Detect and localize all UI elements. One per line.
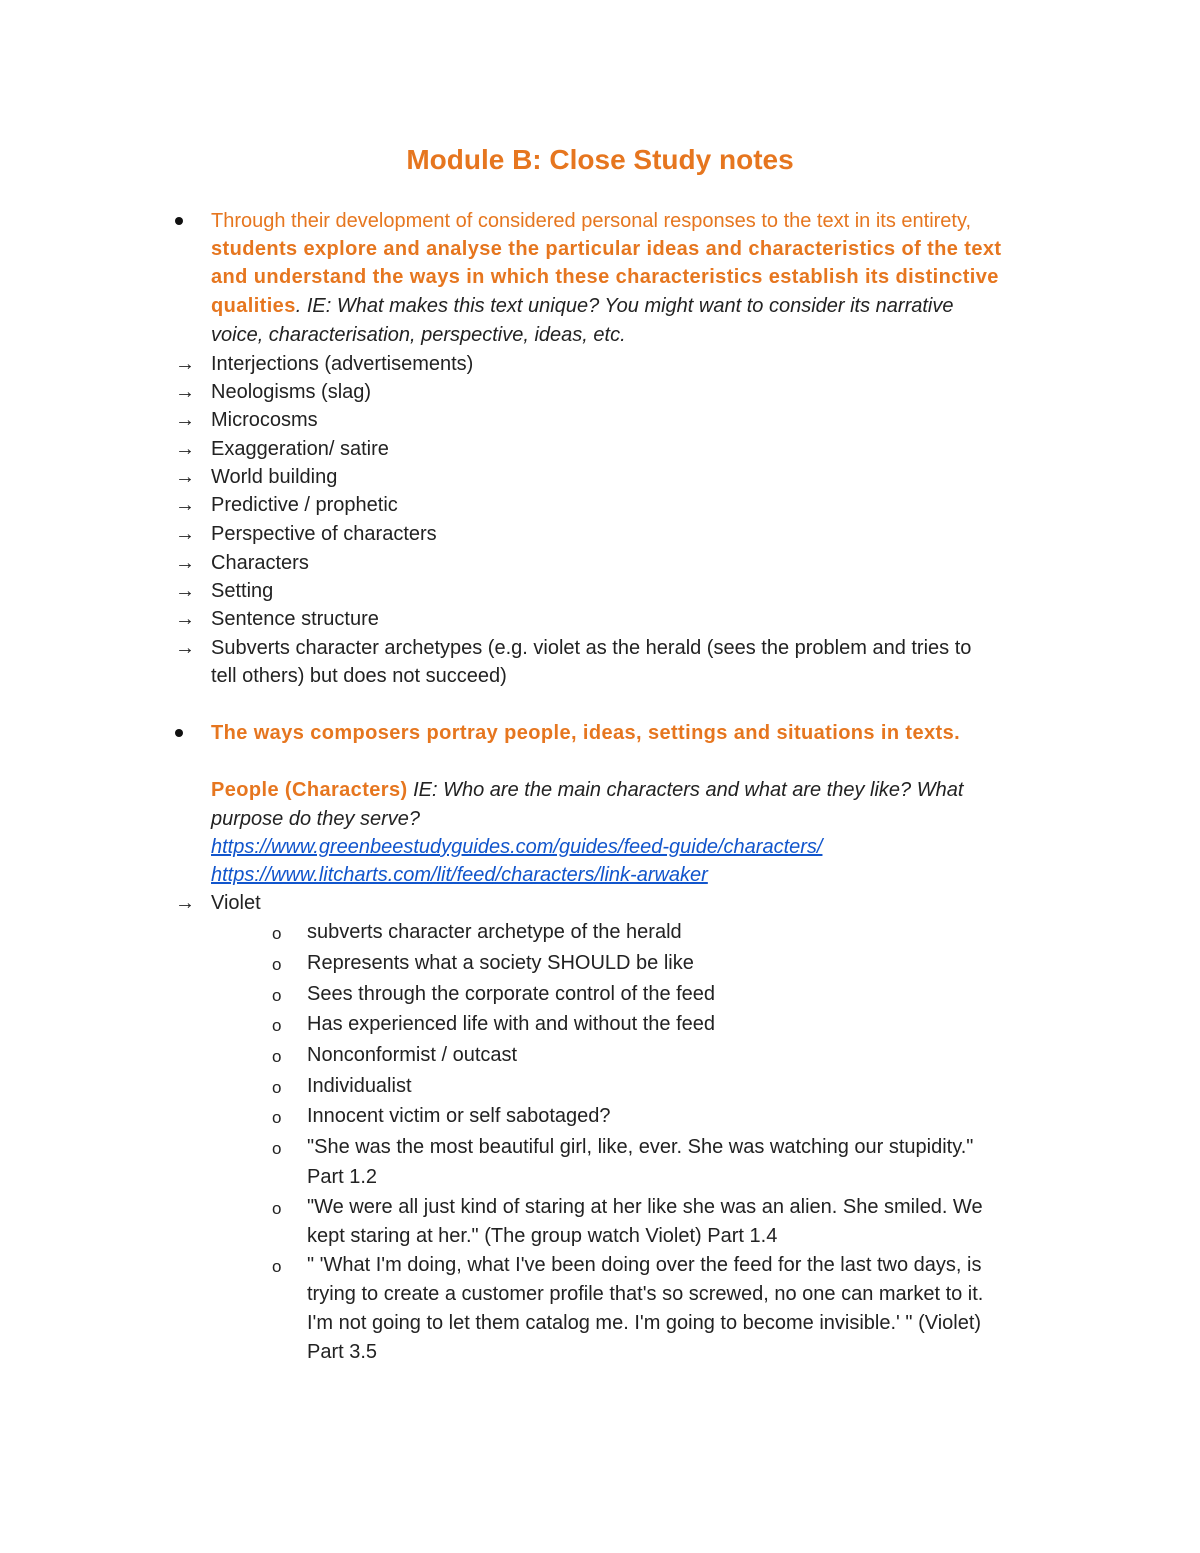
arrow-icon: →: [175, 381, 195, 403]
sub-bullet-icon: o: [272, 1257, 282, 1276]
greenbee-link[interactable]: https://www.greenbeestudyguides.com/guides/feed-guide/characters/: [211, 836, 823, 858]
sub-list-item: "We were all just kind of staring at her like she was an alien. She smiled. We: [307, 1196, 983, 1218]
bold-line-3: qualities: [211, 295, 296, 317]
list-item: Microcosms: [211, 409, 318, 431]
list-item: Perspective of characters: [211, 523, 437, 545]
list-item: Predictive / prophetic: [211, 494, 398, 516]
sub-bullet-icon: o: [272, 1108, 282, 1127]
sub-list-item: Represents what a society SHOULD be like: [307, 952, 694, 974]
people-label: People (Characters): [211, 779, 408, 801]
sub-list-item-continued: I'm not going to let them catalog me. I'm going to become invisible.' " (Violet): [307, 1312, 982, 1334]
people-question: IE: Who are the main characters and what are they like? What: [407, 779, 964, 801]
people-line: [211, 776, 1051, 804]
people-question-cont: purpose do they serve?: [211, 808, 421, 830]
link-row: [211, 833, 1051, 861]
arrow-icon: →: [175, 552, 195, 574]
list-item: Characters: [211, 552, 309, 574]
sub-list-item-continued: Part 3.5: [307, 1341, 378, 1363]
sub-bullet-icon: o: [272, 1078, 282, 1097]
bullet-icon: [175, 729, 183, 737]
sub-bullet-icon: o: [272, 955, 282, 974]
litcharts-link[interactable]: https://www.litcharts.com/lit/feed/characters/link-arwaker: [211, 864, 708, 886]
list-item: Sentence structure: [211, 608, 379, 630]
list-item-continued: tell others) but does not succeed): [211, 665, 507, 687]
arrow-icon: →: [175, 409, 195, 431]
bold-line-1: students explore and analyse the particular ideas and characteristics of the text: [211, 238, 1002, 260]
arrow-icon: →: [175, 466, 195, 488]
sub-list-item-continued: trying to create a customer profile that's so screwed, no one can market to it.: [307, 1283, 984, 1305]
sub-bullet-icon: o: [272, 1139, 282, 1158]
list-item: World building: [211, 466, 338, 488]
list-item: Neologisms (slag): [211, 381, 372, 403]
list-item: Setting: [211, 580, 274, 602]
sub-bullet-icon: o: [272, 986, 282, 1005]
sub-list-item: Has experienced life with and without the feed: [307, 1013, 716, 1035]
sub-list-item: Sees through the corporate control of the feed: [307, 983, 716, 1005]
arrow-icon: →: [175, 438, 195, 460]
section-heading: The ways composers portray people, ideas, settings and situations in texts.: [211, 722, 961, 744]
arrow-icon: →: [175, 523, 195, 545]
arrow-icon: →: [175, 580, 195, 602]
sub-list-item: Individualist: [307, 1075, 412, 1097]
arrow-icon: →: [175, 608, 195, 630]
list-item: Exaggeration/ satire: [211, 438, 389, 460]
sub-list-item: "She was the most beautiful girl, like, ever. She was watching our stupidity.": [307, 1136, 974, 1158]
arrow-icon: →: [175, 494, 195, 516]
line-3: [211, 292, 1051, 320]
sub-bullet-icon: o: [272, 1047, 282, 1066]
list-item: Interjections (advertisements): [211, 353, 474, 375]
arrow-icon: →: [175, 892, 195, 914]
list-item: Subverts character archetypes (e.g. violet as the herald (sees the problem and tries to: [211, 637, 972, 659]
sub-bullet-icon: o: [272, 1199, 282, 1218]
italic-line-3: . IE: What makes this text unique? You might want to consider its narrative: [295, 295, 954, 317]
sub-bullet-icon: o: [272, 1016, 282, 1035]
sub-list-item: " 'What I'm doing, what I've been doing over the feed for the last two days, is: [307, 1254, 982, 1276]
sub-list-item-continued: Part 1.2: [307, 1166, 378, 1188]
arrow-icon: →: [175, 353, 195, 375]
page-title: Module B: Close Study notes: [406, 144, 794, 175]
link-row: [211, 861, 1051, 889]
intro-text: Through their development of considered personal responses to the text in its entirety,: [211, 210, 972, 232]
bullet-icon: [175, 217, 183, 225]
violet-heading: Violet: [211, 892, 261, 914]
sub-list-item-continued: kept staring at her." (The group watch Violet) Part 1.4: [307, 1225, 778, 1247]
italic-line-4: voice, characterisation, perspective, ideas, etc.: [211, 324, 626, 346]
arrow-icon: →: [175, 637, 195, 659]
sub-list-item: Nonconformist / outcast: [307, 1044, 518, 1066]
bold-line-2: and understand the ways in which these characteristics establish its distinctive: [211, 266, 999, 288]
sub-list-item: subverts character archetype of the herald: [307, 921, 682, 943]
sub-bullet-icon: o: [272, 924, 282, 943]
sub-list-item: Innocent victim or self sabotaged?: [307, 1105, 611, 1127]
